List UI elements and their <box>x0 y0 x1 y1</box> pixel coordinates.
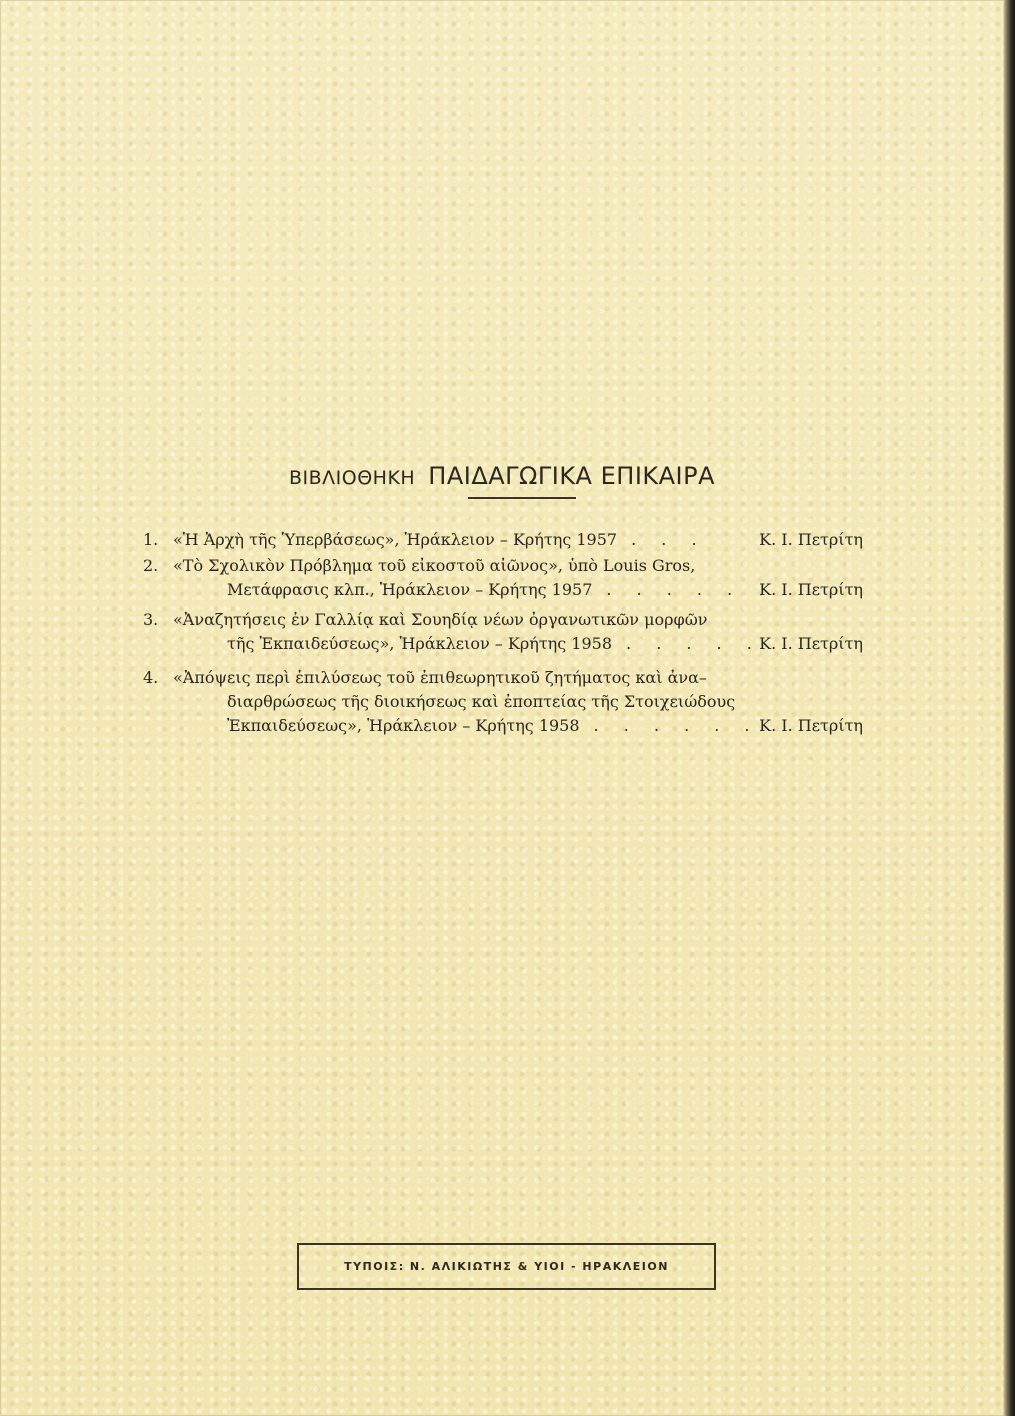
entry-number: 4. <box>143 668 159 687</box>
publication-entry-4 <box>143 666 863 738</box>
page-edge-shadow <box>1004 0 1015 1416</box>
entry-author: Κ. Ι. Πετρίτη <box>759 716 863 735</box>
entry-number: 2. <box>143 556 159 575</box>
publication-entry-2 <box>143 554 863 602</box>
publication-entry-3 <box>143 608 863 656</box>
entry-title-line: Ἐκπαιδεύσεως», Ἡράκλειον – Κρήτης 1958 <box>227 716 580 735</box>
leader-dots: . . . . . <box>606 580 743 599</box>
entry-title-line: τῆς Ἐκπαιδεύσεως», Ἡράκλειον – Κρήτης 1958 <box>227 634 613 653</box>
entry-author: Κ. Ι. Πετρίτη <box>759 580 863 599</box>
entry-number: 1. <box>143 530 159 549</box>
leader-dots: . . . . . . <box>593 716 760 735</box>
heading-underline <box>468 497 576 499</box>
series-heading <box>0 462 1004 490</box>
entry-title-line: Μετάφρασις κλπ., Ἡράκλειον – Κρήτης 1957 <box>227 580 593 599</box>
series-title: ΠΑΙΔΑΓΩΓΙΚΑ ΕΠΙΚΑΙΡΑ <box>428 462 716 490</box>
entry-title-line: διαρθρώσεως τῆς διοικήσεως καὶ ἐποπτείας τῆς Στοιχειώδους <box>227 692 736 711</box>
printer-imprint-box <box>297 1243 716 1290</box>
entry-author: Κ. Ι. Πετρίτη <box>759 634 863 653</box>
leader-dots: . . . . . <box>626 634 762 653</box>
entry-number: 3. <box>143 610 159 629</box>
entry-title-line: «Ἡ Ἀρχὴ τῆς Ὑπερβάσεως», Ἡράκλειον – Κρήτης 1957 <box>173 530 618 549</box>
leader-dots: . . . <box>631 530 707 549</box>
publication-list <box>143 528 863 738</box>
entry-author: Κ. Ι. Πετρίτη <box>759 530 863 549</box>
entry-title-line: «Ἀπόψεις περὶ ἐπιλύσεως τοῦ ἐπιθεωρητικοῦ ζητήματος καὶ ἀνα– <box>173 668 707 687</box>
printer-imprint-text: ΤΥΠΟΙΣ: Ν. ΑΛΙΚΙΩΤΗΣ & ΥΙΟΙ - ΗΡΑΚΛΕΙΟΝ <box>344 1260 669 1273</box>
series-label: ΒΙΒΛΙΟΘΗΚΗ <box>288 467 416 489</box>
entry-title-line: «Ἀναζητήσεις ἐν Γαλλίᾳ καὶ Σουηδίᾳ νέων ὀργανωτικῶν μορφῶν <box>173 610 708 629</box>
publication-entry-1 <box>143 528 863 552</box>
entry-title-line: «Τὸ Σχολικὸν Πρόβλημα τοῦ εἰκοστοῦ αἰῶνος», ὑπὸ Louis Gros, <box>173 556 696 575</box>
